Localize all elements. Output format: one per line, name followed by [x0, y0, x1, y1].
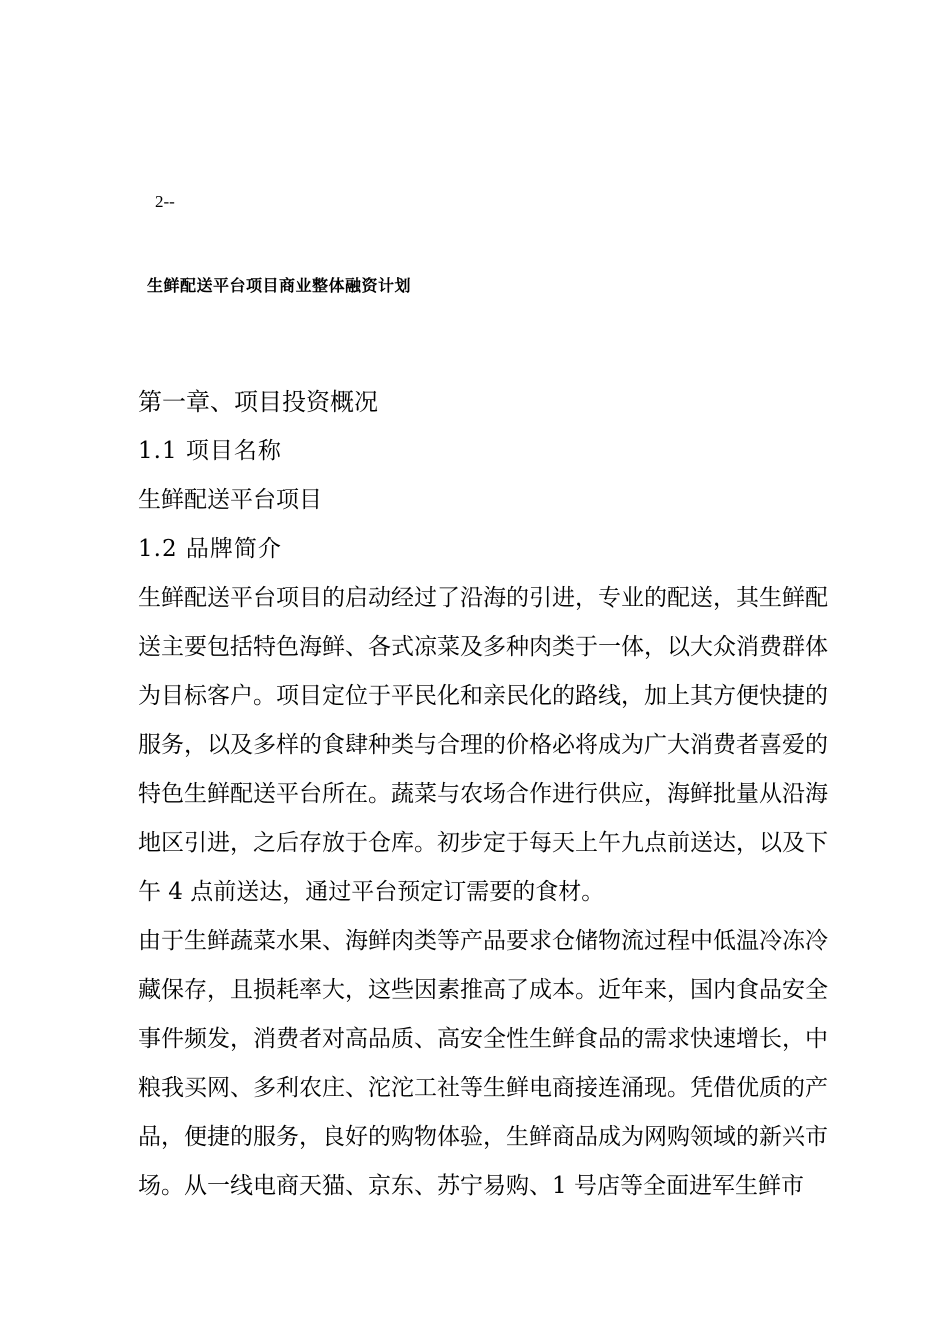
- paragraph-brand-intro: [138, 574, 828, 917]
- paragraph-line: 送主要包括特色海鲜、各式凉菜及多种肉类于一体，以大众消费群体: [138, 634, 828, 660]
- document-body: [138, 378, 828, 1211]
- paragraph-line: 午 4 点前送达，通过平台预定订需要的食材。: [138, 879, 605, 905]
- paragraph-line: 服务，以及多样的食肆种类与合理的价格必将成为广大消费者喜爱的: [138, 732, 828, 758]
- paragraph-line: 地区引进，之后存放于仓库。初步定于每天上午九点前送达，以及下: [138, 830, 828, 856]
- chapter-title: 第一章、项目投资概况: [138, 388, 378, 416]
- paragraph-line: 特色生鲜配送平台所在。蔬菜与农场合作进行供应，海鲜批量从沿海: [138, 781, 828, 807]
- paragraph-line: 品，便捷的服务，良好的购物体验，生鲜商品成为网购领域的新兴市: [138, 1124, 828, 1150]
- document-title: 生鲜配送平台项目商业整体融资计划: [147, 276, 412, 295]
- paragraph-line: 由于生鲜蔬菜水果、海鲜肉类等产品要求仓储物流过程中低温冷冻冷: [138, 928, 828, 954]
- section-heading-1-1: 1.1 项目名称: [138, 438, 282, 464]
- paragraph-market-background: [138, 917, 828, 1211]
- section-heading-1-2: 1.2 品牌简介: [138, 536, 282, 562]
- paragraph-line: 为目标客户。项目定位于平民化和亲民化的路线，加上其方便快捷的: [138, 683, 828, 709]
- paragraph-line: 粮我买网、多利农庄、沱沱工社等生鲜电商接连涌现。凭借优质的产: [138, 1075, 828, 1101]
- paragraph-line: 生鲜配送平台项目的启动经过了沿海的引进，专业的配送，其生鲜配: [138, 585, 828, 611]
- project-name-text: 生鲜配送平台项目: [138, 487, 322, 513]
- paragraph-line: 藏保存，且损耗率大，这些因素推高了成本。近年来，国内食品安全: [138, 977, 828, 1003]
- paragraph-line: 场。从一线电商天猫、京东、苏宁易购、1 号店等全面进军生鲜市: [138, 1173, 804, 1199]
- paragraph-line: 事件频发，消费者对高品质、高安全性生鲜食品的需求快速增长，中: [138, 1026, 828, 1052]
- page-number: 2--: [155, 192, 175, 211]
